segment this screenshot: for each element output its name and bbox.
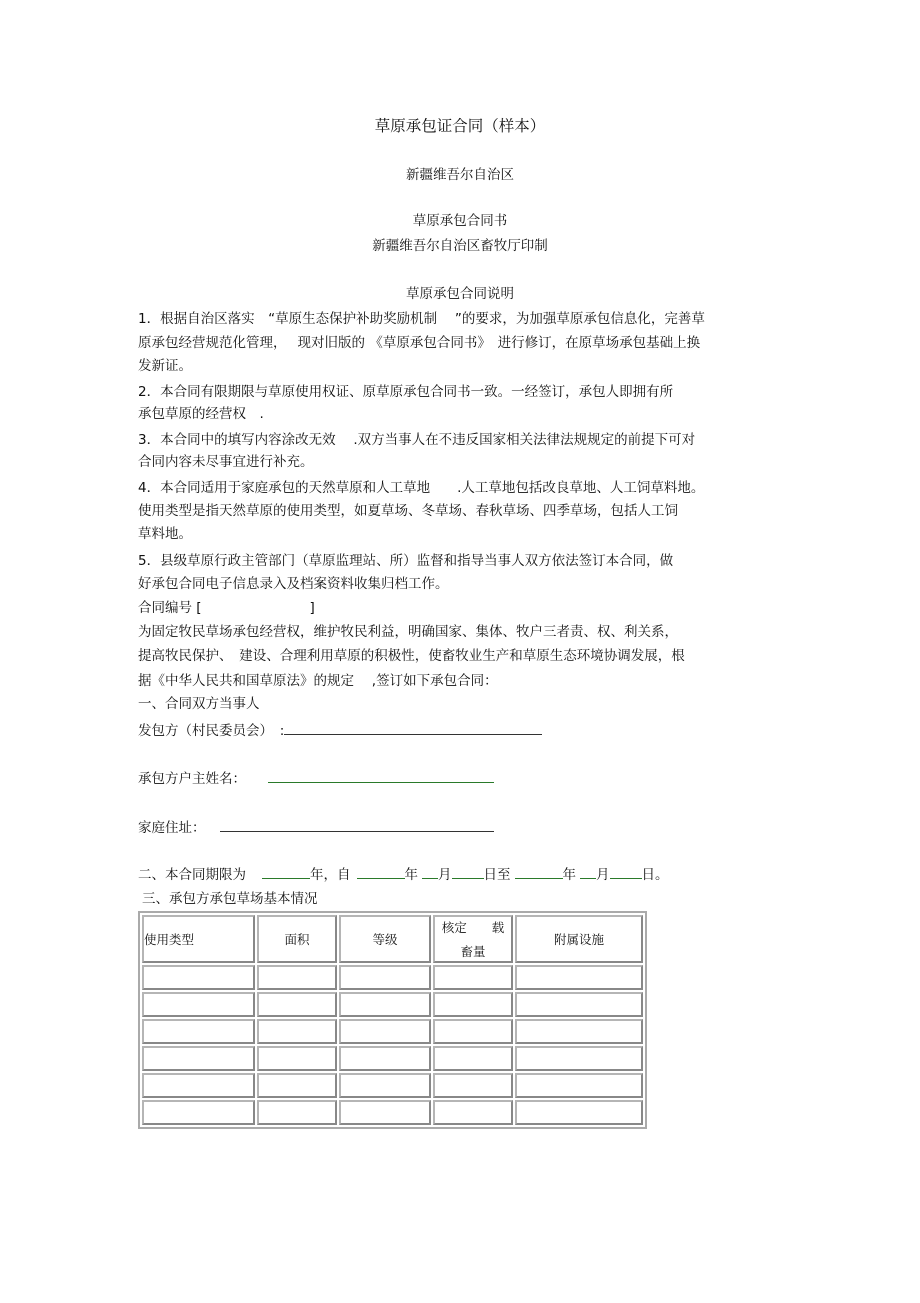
term-line: 二、本合同期限为 年，自 年 月 日至 年 月 日。 xyxy=(138,864,669,884)
contractor-field[interactable] xyxy=(138,720,542,740)
header-area: 面积 xyxy=(257,915,337,963)
section3-heading: 三、承包方承包草场基本情况 xyxy=(142,891,318,907)
body-line: 草料地。 xyxy=(138,526,192,542)
table-cell[interactable] xyxy=(142,965,255,990)
table-cell[interactable] xyxy=(142,992,255,1017)
table-row xyxy=(142,992,643,1017)
body-line: 原承包经营规范化管理， 现对旧版的 《草原承包合同书》 进行修订，在原草场承包基础上换 xyxy=(138,335,701,351)
table-cell[interactable] xyxy=(142,1046,255,1071)
body-line: 4．本合同适用于家庭承包的天然草原和人工草地 .人工草地包括改良草地、人工饲草料地。 xyxy=(138,480,705,496)
body-line: 1．根据自治区落实 “草原生态保护补助奖励机制 ”的要求，为加强草原承包信息化，完善草 xyxy=(138,311,705,327)
header-use-type: 使用类型 xyxy=(142,915,255,963)
address-label: 家庭住址： xyxy=(138,820,206,836)
table-row xyxy=(142,965,643,990)
body-line: 合同内容未尽事宜进行补充。 xyxy=(138,454,314,470)
table-cell[interactable] xyxy=(257,1046,337,1071)
table-cell[interactable] xyxy=(515,965,643,990)
region: 新疆维吾尔自治区 xyxy=(406,167,514,183)
table-cell[interactable] xyxy=(515,1073,643,1098)
notes-title: 草原承包合同说明 xyxy=(406,286,514,302)
header-capacity: 核定 载 畜量 xyxy=(433,915,513,963)
table-cell[interactable] xyxy=(515,1019,643,1044)
contractor-label: 发包方（村民委员会） : xyxy=(138,723,285,739)
body-line: 3．本合同中的填写内容涂改无效 .双方当事人在不违反国家相关法律法规规定的前提下可对 xyxy=(138,432,696,448)
body-line: 据《中华人民共和国草原法》的规定 ,签订如下承包合同： xyxy=(138,673,498,689)
table-row xyxy=(142,1019,643,1044)
grassland-table xyxy=(138,911,647,1129)
table-cell[interactable] xyxy=(433,1073,513,1098)
body-line: 发新证。 xyxy=(138,358,192,374)
body-line: 为固定牧民草场承包经营权，维护牧民利益，明确国家、集体、牧户三者责、权、利关系， xyxy=(138,624,678,640)
table-cell[interactable] xyxy=(515,1046,643,1071)
table-cell[interactable] xyxy=(339,1073,431,1098)
table-cell[interactable] xyxy=(433,1046,513,1071)
printer: 新疆维吾尔自治区畜牧厅印制 xyxy=(372,238,548,254)
table-cell[interactable] xyxy=(339,992,431,1017)
body-line: 承包草原的经营权 . xyxy=(138,406,264,422)
table-cell[interactable] xyxy=(433,965,513,990)
table-cell[interactable] xyxy=(339,1019,431,1044)
table-cell[interactable] xyxy=(257,992,337,1017)
table-row xyxy=(142,1046,643,1071)
table-row xyxy=(142,1100,643,1125)
table-cell[interactable] xyxy=(339,1046,431,1071)
household-label: 承包方户主姓名： xyxy=(138,771,246,787)
table-cell[interactable] xyxy=(142,1019,255,1044)
table-cell[interactable] xyxy=(433,992,513,1017)
table-cell[interactable] xyxy=(257,965,337,990)
header-facilities: 附属设施 xyxy=(515,915,643,963)
document-title: 草原承包证合同（样本） xyxy=(374,117,546,135)
table-cell[interactable] xyxy=(433,1019,513,1044)
table-header-row xyxy=(142,915,643,963)
body-line: 5．县级草原行政主管部门（草原监理站、所）监督和指导当事人双方依法签订本合同，做 xyxy=(138,553,674,569)
table-cell[interactable] xyxy=(515,1100,643,1125)
table-cell[interactable] xyxy=(339,1100,431,1125)
table-cell[interactable] xyxy=(257,1073,337,1098)
book-title: 草原承包合同书 xyxy=(412,213,508,229)
household-field[interactable] xyxy=(138,768,494,788)
body-line: 使用类型是指天然草原的使用类型，如夏草场、冬草场、春秋草场、四季草场，包括人工饲 xyxy=(138,503,678,519)
address-field[interactable] xyxy=(138,817,494,837)
body-line: 合同编号 [ ] xyxy=(138,600,315,616)
table-cell[interactable] xyxy=(515,992,643,1017)
body-line: 一、合同双方当事人 xyxy=(138,696,260,712)
table-cell[interactable] xyxy=(142,1073,255,1098)
table-cell[interactable] xyxy=(339,965,431,990)
table-cell[interactable] xyxy=(142,1100,255,1125)
table-cell[interactable] xyxy=(433,1100,513,1125)
table-cell[interactable] xyxy=(257,1019,337,1044)
table-cell[interactable] xyxy=(257,1100,337,1125)
table-row xyxy=(142,1073,643,1098)
body-line: 提高牧民保护、 建设、合理利用草原的积极性，使畜牧业生产和草原生态环境协调发展，根 xyxy=(138,648,685,664)
body-line: 2．本合同有限期限与草原使用权证、原草原承包合同书一致。一经签订，承包人即拥有所 xyxy=(138,384,674,400)
body-line: 好承包合同电子信息录入及档案资料收集归档工作。 xyxy=(138,576,449,592)
header-grade: 等级 xyxy=(339,915,431,963)
